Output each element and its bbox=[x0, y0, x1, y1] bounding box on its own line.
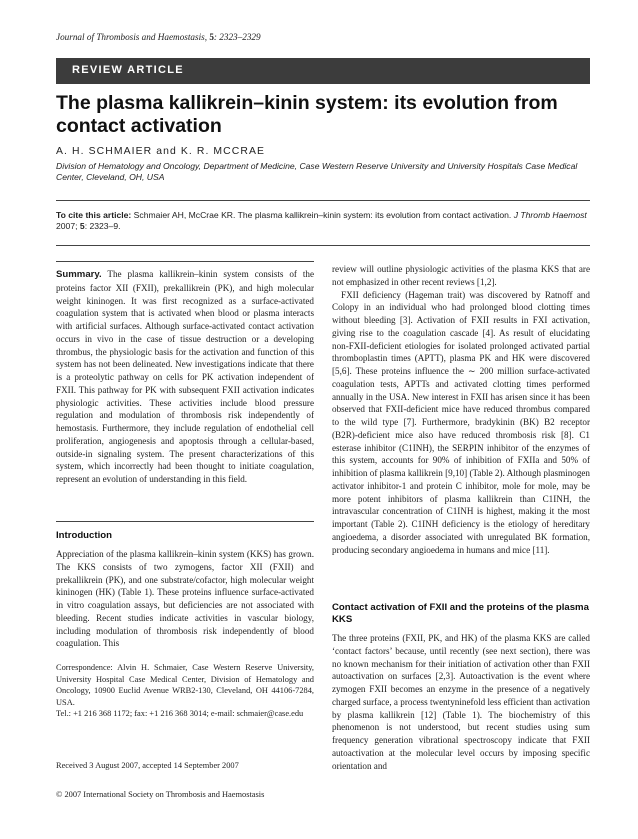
summary-text: The plasma kallikrein–kinin system consists of the proteins factor XII (FXII), prekallikrein (PK), and high molecular weight kininogen. It was first recognized as a surface-activated coagulation system that is activated when blood or plasma interacts with artificial surfaces. Although surface-activated contact activation occurs in vivo in the case of tissue destruction or a developing thrombus, the physiologic basis for the activation and function of this system has not been delineated. New investigations indicate that there is a proteolytic pathway on cells for PK activation independent of FXII. This pathway for PK with subsequent FXII activation indicates physiologic activities. These activities include blood pressure regulation and modulation of thrombosis risk independently of hemostasis. Furthermore, they include regulation of endothelial cell proliferation, angiogenesis and apoptosis through a cellular-based, outside-in signaling system. The present characterizations of this system, which incorrectly had been thought to initiate coagulation, represent an evolution of understanding in this field. bbox=[56, 269, 314, 484]
summary-top-rule bbox=[56, 261, 314, 262]
journal-name: Journal of Thrombosis and Haemostasis bbox=[56, 32, 205, 42]
correspondence-contact: Tel.: +1 216 368 1172; fax: +1 216 368 3014; e-mail: schmaier@case.edu bbox=[56, 709, 304, 719]
article-authors: A. H. SCHMAIER and K. R. MCCRAE bbox=[56, 146, 266, 157]
right-paragraph-1: review will outline physiologic activities of the plasma KKS that are not emphasized in other recent reviews [1,2]. bbox=[332, 264, 590, 287]
introduction-heading: Introduction bbox=[56, 530, 112, 541]
correspondence-address: Correspondence: Alvin H. Schmaier, Case Western Reserve University, University Hospital Case Medical Center, Division of Hematology and Oncology, 10900 Euclid Avenue WRB2-130, Cleveland, OH 44106-7284, USA. bbox=[56, 663, 314, 707]
citation-text: Schmaier AH, McCrae KR. The plasma kallikrein–kinin system: its evolution from contact activation. bbox=[131, 210, 512, 220]
citation-volume: 5 bbox=[79, 221, 85, 232]
copyright-notice: © 2007 International Society on Thrombosis and Haemostasis bbox=[56, 790, 265, 799]
article-type-label: REVIEW ARTICLE bbox=[72, 64, 184, 76]
contact-activation-text bbox=[332, 632, 590, 772]
article-type-banner bbox=[56, 58, 590, 84]
citation-label: To cite this article: bbox=[56, 210, 132, 220]
contact-activation-heading: Contact activation of FXII and the proteins of the plasma KKS bbox=[332, 602, 589, 625]
top-divider bbox=[56, 200, 590, 201]
right-paragraph-3: The three proteins (FXII, PK, and HK) of the plasma KKS are called ‘contact factors’ because, until recently (see next section), there was no known mechanism for their initiation of activation other than FXII autoactivation on surfaces [2,3]. Autoactivation is the event where zymogen FXII becomes an enzyme in the presence of a negatively charged surface, a process twentyninefold less efficient than activation by plasma kallikrein [12] (Table 1). The biochemistry of this phenomenon is not understood, but recent studies using sum frequency generation vibrational spectroscopy indicate that FXII autoactivation at the molecular level occurs by imposing specific orientation and bbox=[332, 633, 590, 771]
right-paragraph-2: FXII deficiency (Hageman trait) was discovered by Ratnoff and Colopy in an individual who had prolonged blood clotting times without bleeding [3]. Activation of FXII results in FXI activation, giving rise to the coagulation cascade [4]. As result of elucidating non-FXII-deficient etiologies for isolated prolonged activated partial thromboplastin times (APTT), plasma PK and HK were discovered [5,6]. These proteins influence the ∼ 200 million surface-activated coagulation tests, APTTs and activated clotting times performed annually in the USA. New interest in FXII has arisen since it has been observed that FXII-deficient mice have reduced thrombus compared to the wild type [7]. Furthermore, bradykinin (BK) B2 receptor (B2R)-deficient mice also have reduced thrombosis risk [8]. C1 esterase inhibitor (C1INH), the SERPIN inhibitor of the enzymes of this system, accounts for 90% of inhibition of FXIIa and 50% of inhibition of plasma kallikrein [9,10] (Table 2). Although plasminogen activator inhibitor-1 and protein C inhibitor, mole for mole, may be more potent inhibitors of plasma kallikrein than C1INH, the intravascular concentration of C1INH is highest, making it the most important (Table 2). C1INH deficiency is the etiology of hereditary angioedema, a disorder associated with unregulated BK formation, producing secondary angioedema in humans and mice [11]. bbox=[332, 289, 590, 555]
article-title: The plasma kallikrein–kinin system: its evolution from contact activation bbox=[56, 92, 558, 137]
introduction-paragraph: Appreciation of the plasma kallikrein–kinin system (KKS) has grown. The KKS consists of two zymogens, factor XII (FXII) and prekallikrein (PK), and one substrate/cofactor, high molecular weight kininogen (HK) (Table 1). These proteins influence surface-activated in vitro coagulation assays, but deficiencies are not associated with bleeding. Recent studies indicate activities in vascular biology, including modulation of thrombosis risk independently of blood coagulation. This bbox=[56, 549, 314, 649]
citation-block bbox=[56, 210, 590, 233]
summary-block bbox=[56, 268, 314, 486]
received-dates: Received 3 August 2007, accepted 14 September 2007 bbox=[56, 761, 239, 770]
citation-journal: J Thromb Haemost bbox=[511, 210, 587, 220]
journal-pages: : 2323–2329 bbox=[213, 32, 261, 42]
citation-divider bbox=[56, 245, 590, 246]
journal-volume: 5 bbox=[209, 32, 214, 42]
author-affiliation: Division of Hematology and Oncology, Department of Medicine, Case Western Reserve University and University Hospitals Case Medical Center, Cleveland, OH, USA bbox=[56, 161, 578, 183]
summary-bottom-rule bbox=[56, 521, 314, 522]
introduction-text bbox=[56, 548, 314, 650]
summary-label: Summary. bbox=[56, 269, 102, 280]
citation-pages: : 2323–9. bbox=[84, 221, 121, 232]
citation-year: 2007; bbox=[56, 221, 80, 232]
right-column bbox=[332, 263, 590, 556]
journal-header: Journal of Thrombosis and Haemostasis, 5: 2323–2329 bbox=[56, 32, 261, 42]
correspondence-block bbox=[56, 662, 314, 720]
